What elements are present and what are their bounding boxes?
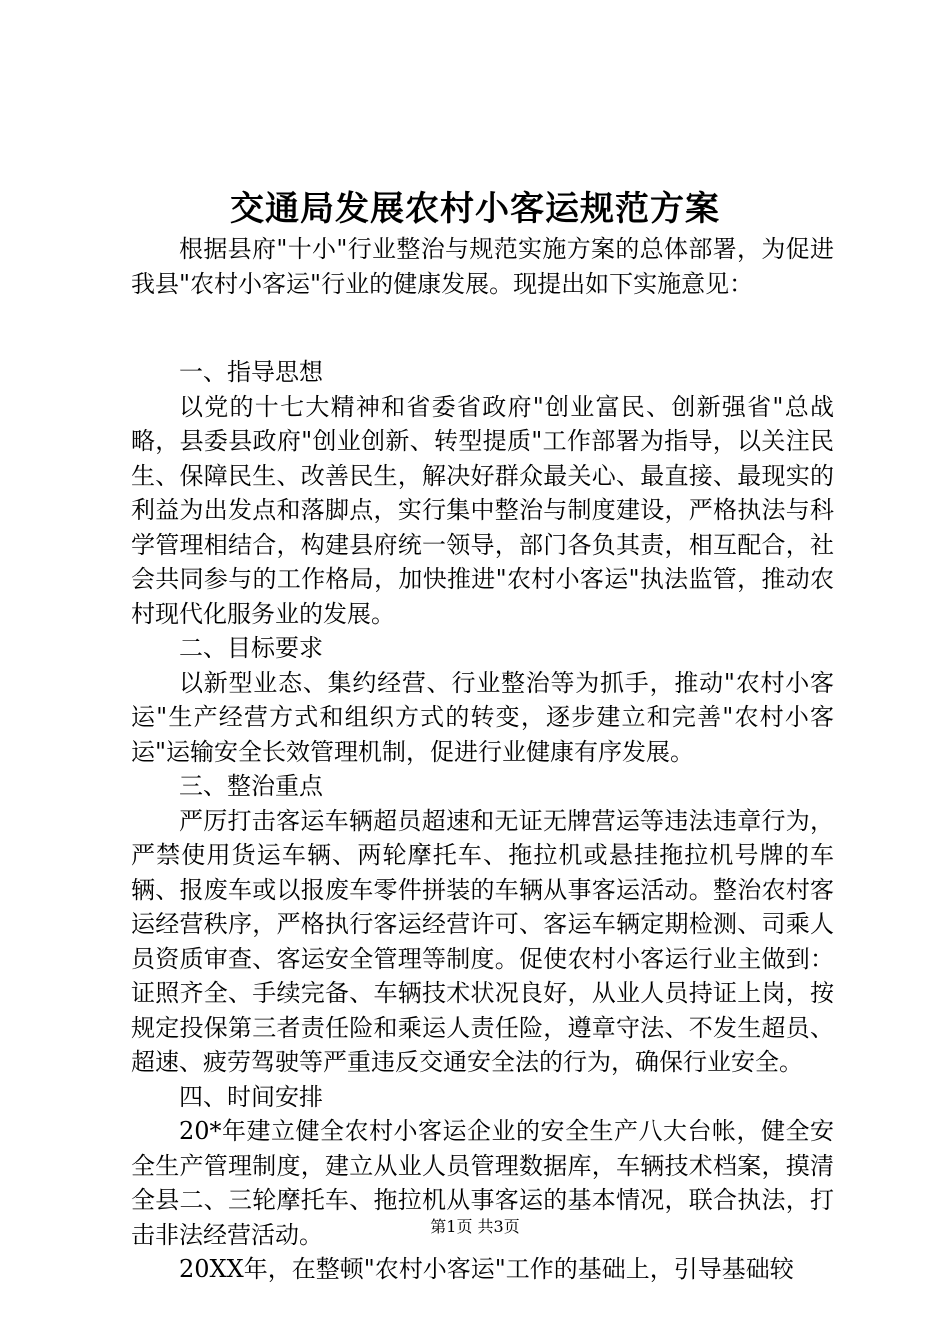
section-1-paragraph-1: 以党的十七大精神和省委省政府"创业富民、创新强省"总战略，县委县政府"创业创新、转型提质"工作部署为指导，以关注民生、保障民生、改善民生，解决好群众最关心、最直接、最现实的利益为出发点和落脚点，实行集中整治与制度建设，严格执法与科学管理相结合，构建县府统一领导，部门各负其责，相互配合，社会共同参与的工作格局，加快推进"农村小客运"执法监管，推动农村现代化服务业的发展。 xyxy=(131,392,834,628)
section-2-paragraph-1: 以新型业态、集约经营、行业整治等为抓手，推动"农村小客运"生产经营方式和组织方式的转变，逐步建立和完善"农村小客运"运输安全长效管理机制，促进行业健康有序发展。 xyxy=(131,668,834,766)
page-footer: 第1页 共3页 xyxy=(430,1217,520,1236)
section-4-paragraph-1: 20*年建立健全农村小客运企业的安全生产八大台帐，健全安全生产管理制度，建立从业人员管理数据库，车辆技术档案，摸清全县二、三轮摩托车、拖拉机从事客运的基本情况，联合执法，打击非法经营活动。 xyxy=(131,1117,834,1249)
section-heading-2: 二、目标要求 xyxy=(179,634,323,662)
section-heading-1: 一、指导思想 xyxy=(179,358,323,386)
section-heading-4: 四、时间安排 xyxy=(179,1082,323,1111)
section-3-paragraph-1: 严厉打击客运车辆超员超速和无证无牌营运等违法违章行为，严禁使用货运车辆、两轮摩托车、拖拉机或悬挂拖拉机号牌的车辆、报废车或以报废车零件拼装的车辆从事客运活动。整治农村客运经营秩序，严格执行客运经营许可、客运车辆定期检测、司乘人员资质审查、客运安全管理等制度。促使农村小客运行业主做到：证照齐全、手续完备、车辆技术状况良好，从业人员持证上岗，按规定投保第三者责任险和乘运人责任险，遵章守法、不发生超员、超速、疲劳驾驶等严重违反交通安全法的行为，确保行业安全。 xyxy=(131,806,834,1076)
document-title: 交通局发展农村小客运规范方案 xyxy=(230,189,720,229)
intro-paragraph: 根据县府"十小"行业整治与规范实施方案的总体部署，为促进我县"农村小客运"行业的健康发展。现提出如下实施意见： xyxy=(131,235,834,298)
section-heading-3: 三、整治重点 xyxy=(179,772,323,800)
document-body xyxy=(131,232,834,1287)
section-4-paragraph-2: 20XX年，在整顿"农村小客运"工作的基础上，引导基础较 xyxy=(179,1255,794,1283)
paragraph-gap xyxy=(131,301,834,355)
